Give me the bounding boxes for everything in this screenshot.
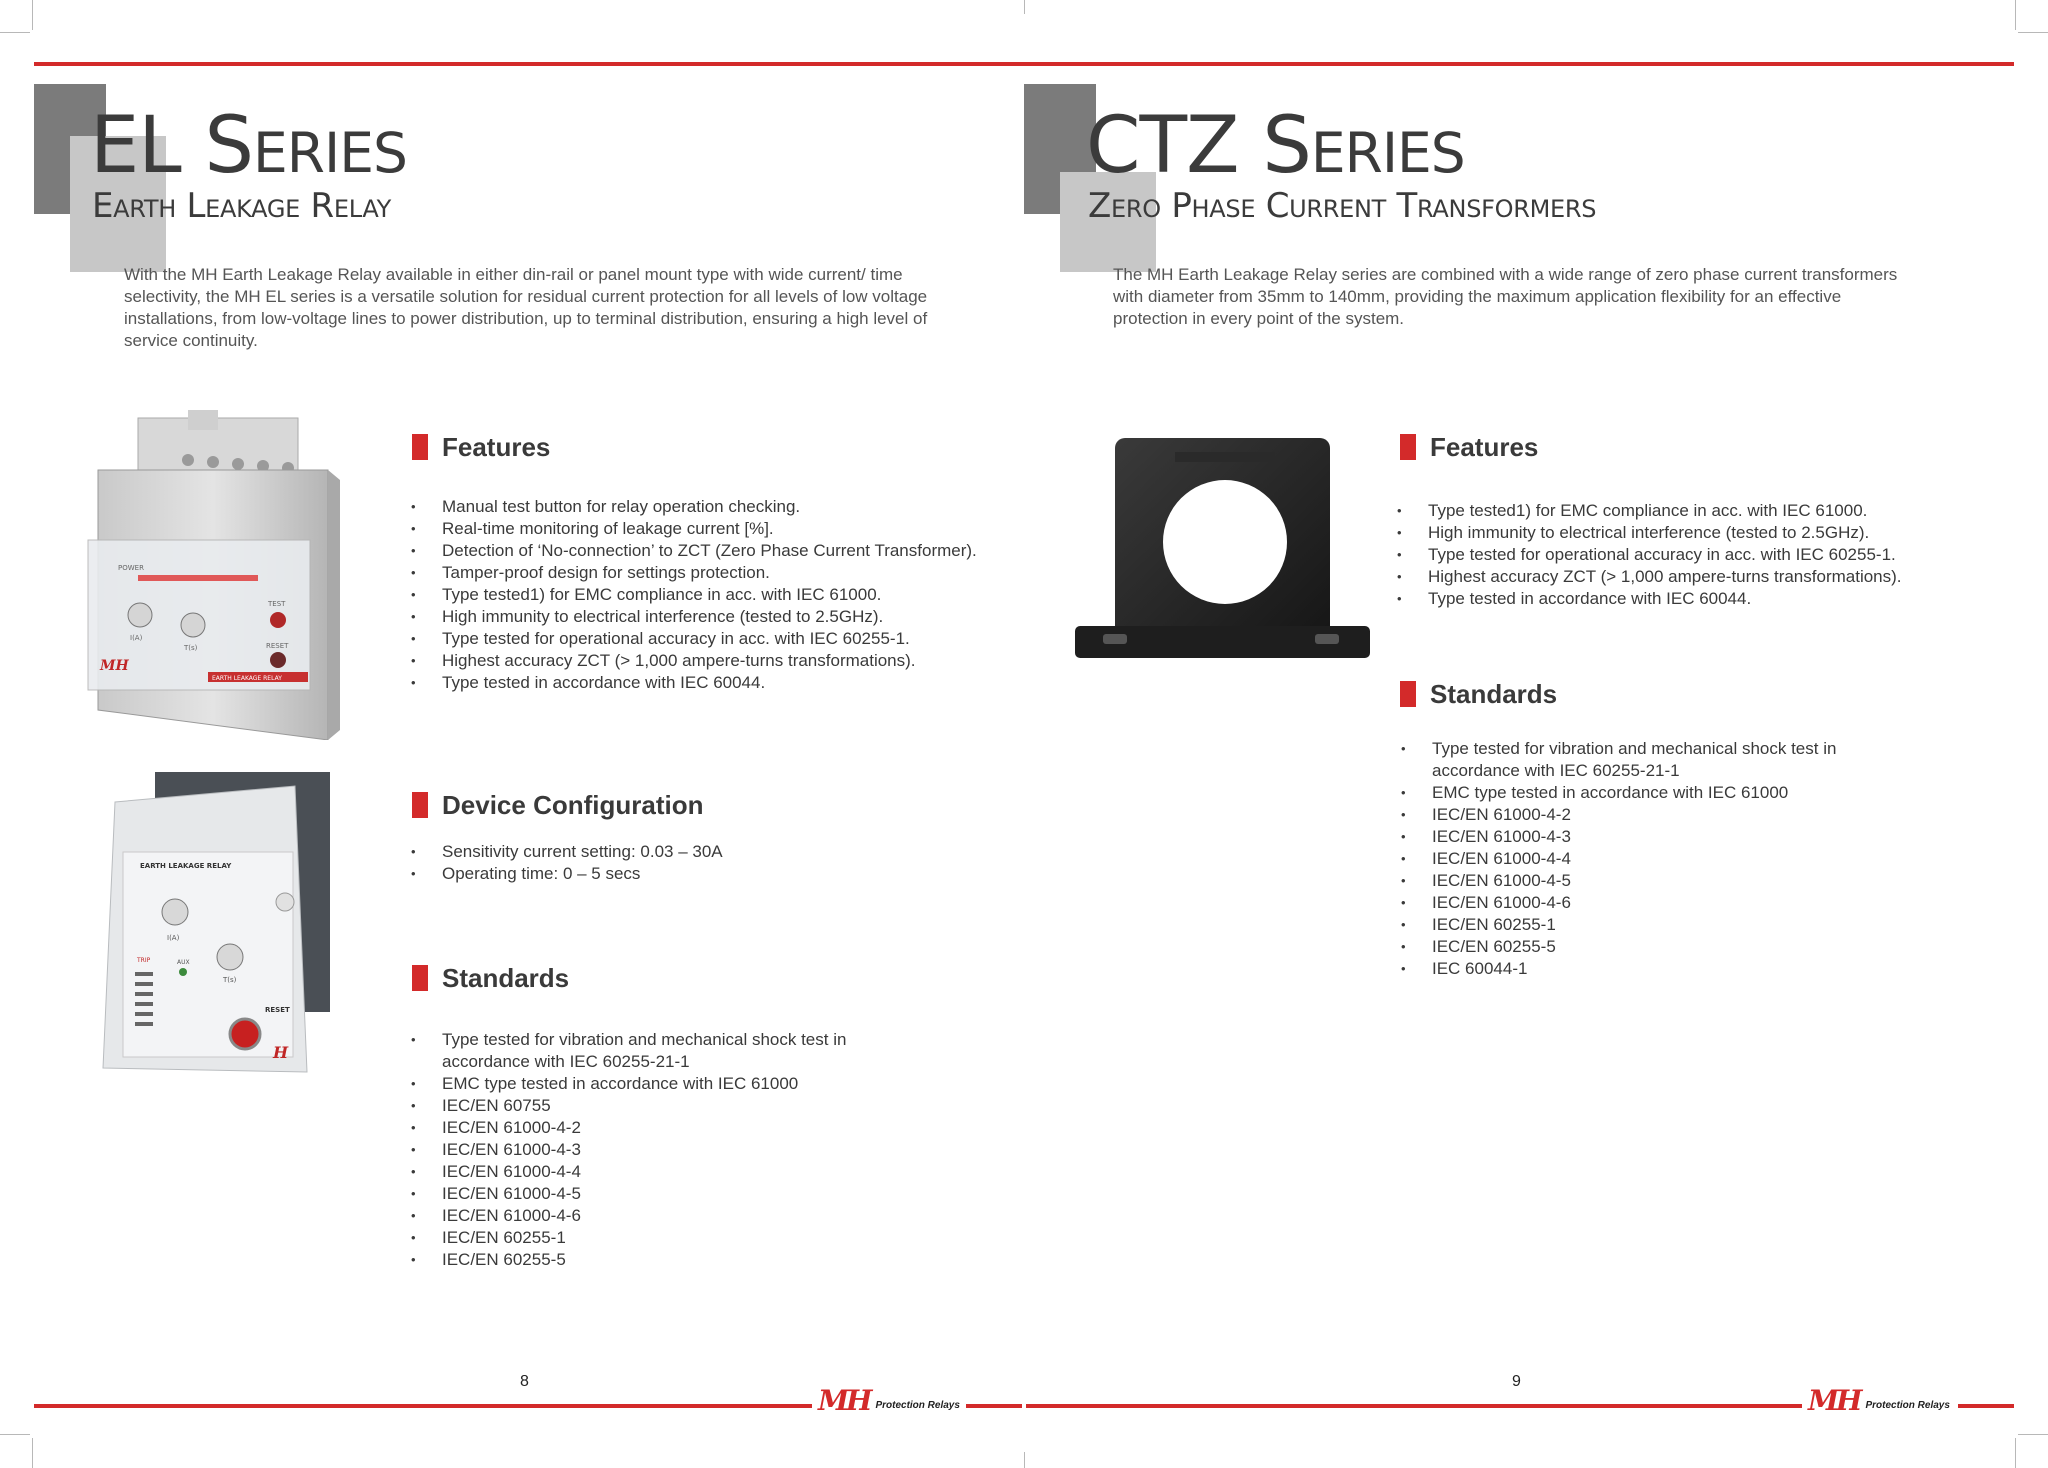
reset-label: RESET [266, 642, 289, 650]
panel-dial-time-label: T(s) [223, 976, 237, 984]
top-red-rule [34, 62, 2014, 66]
standards-list [410, 1029, 910, 1271]
list-item: • EMC type tested in accordance with IEC 61000 [410, 1073, 910, 1095]
red-square-marker-icon [1400, 434, 1416, 460]
list-item: • IEC/EN 60255-5 [410, 1249, 910, 1271]
list-item: • Detection of ‘No-connection’ to ZCT (Zero Phase Current Transformer). [410, 540, 980, 562]
list-item: • High immunity to electrical interference (tested to 2.5GHz). [1396, 522, 1996, 544]
mh-logo-mark: MH [818, 1384, 870, 1417]
crop-mark [32, 0, 33, 30]
features-heading-text: Features [1430, 431, 1539, 462]
model-label: EARTH LEAKAGE RELAY [212, 675, 282, 682]
features-heading [412, 432, 550, 462]
panel-brand-mark: H [273, 1043, 289, 1062]
mh-logo [1802, 1384, 1956, 1417]
panel-dial-current-label: I(A) [167, 934, 180, 942]
mh-logo-tagline: Protection Relays [875, 1400, 960, 1411]
list-item: • IEC/EN 61000-4-4 [410, 1161, 910, 1183]
power-label: POWER [118, 564, 144, 572]
list-item: • Type tested for vibration and mechanical shock test in accordance with IEC 60255-21-1 [1400, 738, 1900, 782]
page-number: 9 [1512, 1373, 1521, 1390]
bottom-red-rule [1026, 1404, 1806, 1408]
list-item: • Type tested in accordance with IEC 60044. [1396, 588, 1996, 610]
features-list [410, 496, 980, 694]
list-item: • Type tested for operational accuracy in acc. with IEC 60255-1. [410, 628, 980, 650]
list-item: • IEC/EN 61000-4-5 [410, 1183, 910, 1205]
dial-current-label: I(A) [130, 634, 143, 642]
page-subtitle: Earth Leakage Relay [92, 186, 391, 226]
red-square-marker-icon [412, 965, 428, 991]
list-item: • IEC/EN 61000-4-5 [1400, 870, 1900, 892]
mh-logo-tagline: Protection Relays [1865, 1400, 1950, 1411]
features-heading [1400, 432, 1538, 462]
standards-heading [412, 963, 569, 993]
list-item: • IEC/EN 61000-4-3 [410, 1139, 910, 1161]
device-configuration-heading [412, 790, 703, 820]
standards-heading [1400, 679, 1557, 709]
list-item: • EMC type tested in accordance with IEC 61000 [1400, 782, 1900, 804]
list-item: • Highest accuracy ZCT (> 1,000 ampere-turns transformations). [410, 650, 980, 672]
crop-mark [2015, 0, 2016, 30]
list-item: • Type tested1) for EMC compliance in acc. with IEC 61000. [1396, 500, 1996, 522]
aux-label: AUX [177, 959, 190, 966]
test-label: TEST [268, 600, 286, 608]
page-subtitle: Zero Phase Current Transformers [1088, 186, 1597, 226]
device-brand-mark: MH [100, 658, 129, 674]
crop-mark [2018, 32, 2048, 33]
trip-label: TRIP [137, 957, 151, 964]
list-item: • IEC 60044-1 [1400, 958, 1900, 980]
features-list [1396, 500, 1996, 610]
din-rail-relay-image [78, 410, 343, 740]
list-item: • Type tested for operational accuracy in acc. with IEC 60255-1. [1396, 544, 1996, 566]
zero-phase-ct-image [1075, 430, 1370, 670]
intro-paragraph: The MH Earth Leakage Relay series are combined with a wide range of zero phase current transformers with diameter from 35mm to 140mm, providing the maximum application flexibility for an effective protection in every point of the system. [1113, 265, 1898, 328]
device-configuration-heading-text: Device Configuration [442, 789, 704, 820]
dial-time-label: T(s) [184, 644, 198, 652]
mh-logo [812, 1384, 966, 1417]
list-item: • IEC/EN 61000-4-6 [410, 1205, 910, 1227]
crop-mark [1024, 0, 1025, 14]
features-heading-text: Features [442, 431, 551, 462]
list-item: • IEC/EN 60255-1 [410, 1227, 910, 1249]
list-item: • Sensitivity current setting: 0.03 – 30A [410, 841, 980, 863]
list-item: • IEC/EN 61000-4-4 [1400, 848, 1900, 870]
crop-mark [2018, 1434, 2048, 1435]
list-item: • Type tested1) for EMC compliance in acc. with IEC 61000. [410, 584, 980, 606]
crop-mark [32, 1438, 33, 1468]
list-item: • Type tested for vibration and mechanical shock test in accordance with IEC 60255-21-1 [410, 1029, 910, 1073]
list-item: • IEC/EN 61000-4-3 [1400, 826, 1900, 848]
panel-reset-label: RESET [265, 1006, 290, 1014]
red-square-marker-icon [412, 792, 428, 818]
panel-mount-relay-image [95, 772, 335, 1102]
crop-mark [2015, 1438, 2016, 1468]
red-square-marker-icon [412, 434, 428, 460]
list-item: • IEC/EN 60255-5 [1400, 936, 1900, 958]
page-title: EL Series [90, 101, 407, 191]
list-item: • Tamper-proof design for settings protection. [410, 562, 980, 584]
standards-heading-text: Standards [442, 962, 570, 993]
list-item: • IEC/EN 61000-4-6 [1400, 892, 1900, 914]
crop-mark [0, 32, 30, 33]
list-item: • IEC/EN 60255-1 [1400, 914, 1900, 936]
list-item: • Type tested in accordance with IEC 60044. [410, 672, 980, 694]
mh-logo-mark: MH [1808, 1384, 1860, 1417]
standards-list [1400, 738, 1900, 980]
device-configuration-list [410, 841, 980, 885]
panel-relay-title: EARTH LEAKAGE RELAY [140, 862, 232, 870]
bottom-red-rule [1958, 1404, 2014, 1408]
page-title: CTZ Series [1086, 101, 1465, 191]
list-item: • Operating time: 0 – 5 secs [410, 863, 980, 885]
list-item: • High immunity to electrical interference (tested to 2.5GHz). [410, 606, 980, 628]
bottom-red-rule [34, 1404, 814, 1408]
list-item: • Manual test button for relay operation checking. [410, 496, 980, 518]
list-item: • IEC/EN 60755 [410, 1095, 910, 1117]
crop-mark [1024, 1452, 1025, 1468]
list-item: • IEC/EN 61000-4-2 [410, 1117, 910, 1139]
bottom-red-rule [966, 1404, 1022, 1408]
list-item: • Real-time monitoring of leakage current [%]. [410, 518, 980, 540]
red-square-marker-icon [1400, 681, 1416, 707]
standards-heading-text: Standards [1430, 678, 1558, 709]
page-number: 8 [520, 1373, 529, 1390]
crop-mark [0, 1434, 30, 1435]
intro-paragraph: With the MH Earth Leakage Relay available in either din-rail or panel mount type with wide current/ time selectivity, the MH EL series is a versatile solution for residual current protection for all levels of low voltage installations, from low-voltage lines to power distribution, up to terminal distribution, ensuring a high level of service continuity. [124, 265, 928, 350]
list-item: • Highest accuracy ZCT (> 1,000 ampere-turns transformations). [1396, 566, 1996, 588]
list-item: • IEC/EN 61000-4-2 [1400, 804, 1900, 826]
